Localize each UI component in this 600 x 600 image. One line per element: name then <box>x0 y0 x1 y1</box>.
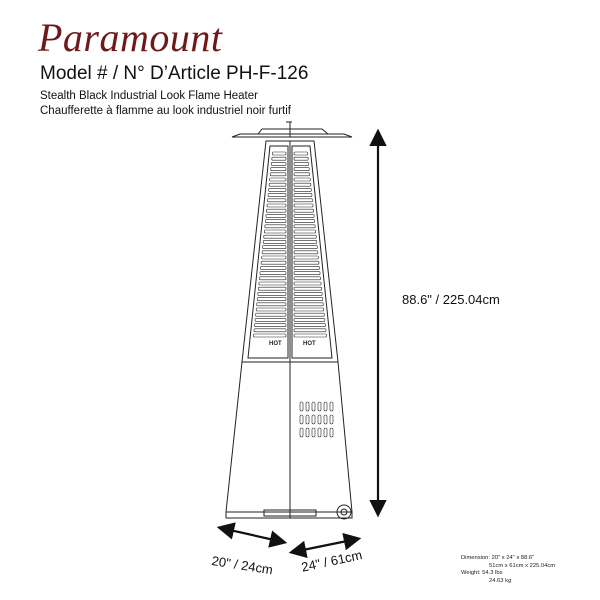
base-vent-slot <box>330 428 333 437</box>
base-vent-slot <box>300 428 303 437</box>
grille-slat-right <box>294 209 314 212</box>
grille-hot-label-right: HOT <box>303 341 316 347</box>
grille-slat-right <box>294 225 315 228</box>
heater-cap-rim <box>258 129 328 134</box>
grille-slat-left <box>272 152 286 155</box>
grille-slat-right <box>294 220 315 223</box>
grille-slat-left <box>256 313 286 316</box>
depth-dimension-arrow <box>221 528 283 542</box>
product-subtitle-fr: Chaufferette à flamme au look industriel noir furtif <box>40 105 291 117</box>
grille-slat-left <box>257 298 286 301</box>
grille-slat-left <box>263 246 286 249</box>
grille-slat-right <box>294 152 308 155</box>
grille-slat-left <box>256 308 286 311</box>
grille-slat-right <box>294 272 320 275</box>
grille-slat-right <box>294 183 311 186</box>
grille-slat-right <box>294 313 324 316</box>
base-vent-slot <box>324 428 327 437</box>
grille-slat-left <box>262 256 286 259</box>
base-vent-slot <box>312 415 315 424</box>
grille-slat-right <box>294 157 308 160</box>
base-vents <box>300 402 333 437</box>
grille-slat-left <box>268 194 286 197</box>
grille-slat-right <box>294 308 324 311</box>
grille-slat-left <box>269 183 286 186</box>
grille-slat-right <box>294 292 322 295</box>
base-vent-slot <box>318 415 321 424</box>
base-plinth <box>226 512 352 518</box>
spec-dimension-metric: 51cm x 61cm x 225.04cm <box>489 562 556 569</box>
base-vent-slot <box>330 415 333 424</box>
grille-slat-right <box>294 298 323 301</box>
grille-slat-right <box>294 324 325 327</box>
grille-slat-left <box>268 199 286 202</box>
grille-slat-left <box>260 272 286 275</box>
grille-slat-right <box>294 235 316 238</box>
heater-reflector <box>232 134 352 137</box>
grille-slat-right <box>294 246 317 249</box>
grille-slat-right <box>294 329 326 332</box>
spec-dimension: Dimension: 20" x 24" x 88.6" <box>461 555 535 561</box>
grille-slat-left <box>254 329 286 332</box>
grille-slat-right <box>294 162 309 165</box>
grille-slat-right <box>294 173 310 176</box>
grille-slat-left <box>271 168 286 171</box>
base-vent-slot <box>306 402 309 411</box>
grille-slat-right <box>294 256 318 259</box>
base-vent-slot <box>306 415 309 424</box>
grille-slat-left <box>257 303 286 306</box>
grille-slat-right <box>294 261 319 264</box>
grille-slat-left <box>267 204 286 207</box>
grille-slat-left <box>261 261 286 264</box>
grille-slat-left <box>255 318 286 321</box>
grille-slat-right <box>294 194 312 197</box>
spec-weight: Weight: 54.3 lbs <box>461 570 503 577</box>
base-vent-slot <box>324 415 327 424</box>
grille-slat-right <box>294 318 325 321</box>
grille-slat-right <box>294 168 309 171</box>
grille-slat-right <box>294 251 318 254</box>
grille-slat-left <box>262 251 286 254</box>
base-vent-slot <box>300 402 303 411</box>
grille-slat-left <box>271 162 286 165</box>
base-vent-slot <box>300 415 303 424</box>
base-vent-slot <box>312 402 315 411</box>
grille-slat-left <box>265 220 286 223</box>
base-vent-slot <box>312 428 315 437</box>
depth-dimension-label: 20" / 24cm <box>210 553 274 578</box>
height-dimension-label: 88.6" / 225.04cm <box>402 292 500 307</box>
grille-slat-right <box>294 214 314 217</box>
base-vent-slot <box>306 428 309 437</box>
grille-slat-left <box>272 157 286 160</box>
grille-slat-right <box>294 188 311 191</box>
grille-slat-left <box>266 209 286 212</box>
width-dimension-label: 24" / 61cm <box>300 547 364 575</box>
grille-slat-left <box>261 266 286 269</box>
grille-slat-right <box>294 282 321 285</box>
spec-block <box>461 555 555 585</box>
grille-slat-right <box>294 277 321 280</box>
model-title: Model # / N° D’Article PH-F-126 <box>40 63 309 84</box>
grille-slat-left <box>258 287 286 290</box>
grille-slat-left <box>259 277 286 280</box>
grille-slat-right <box>294 240 317 243</box>
grille-slat-left <box>264 230 286 233</box>
grille-slat-left <box>265 225 286 228</box>
spec-weight-metric: 24.63 kg <box>489 577 512 584</box>
grille-slat-right <box>294 204 313 207</box>
grille-slat-left <box>270 178 286 181</box>
base-vent-slot <box>330 402 333 411</box>
product-subtitle-en: Stealth Black Industrial Look Flame Heater <box>40 90 258 102</box>
grille-slat-left <box>258 292 286 295</box>
grille-slat-left <box>269 188 286 191</box>
grille-hot-label-left: HOT <box>269 341 282 347</box>
grille-slat-right <box>294 303 323 306</box>
grille-slat-right <box>294 178 310 181</box>
grille-slat-right <box>294 199 312 202</box>
base-vent-slot <box>318 402 321 411</box>
base-vent-slot <box>324 402 327 411</box>
grille-slat-right <box>294 230 316 233</box>
grille-slat-right <box>294 334 327 337</box>
heater-base <box>226 362 352 512</box>
grille-slat-left <box>266 214 286 217</box>
grille-slat-left <box>259 282 286 285</box>
grille-slat-left <box>253 334 286 337</box>
brand-logo: Paramount <box>38 15 223 60</box>
grille-slat-right <box>294 287 322 290</box>
grille-slat-left <box>270 173 286 176</box>
grille-slat-left <box>264 235 286 238</box>
grille-slat-left <box>255 324 286 327</box>
grille-slat-right <box>294 266 319 269</box>
base-vent-slot <box>318 428 321 437</box>
grille-slat-left <box>263 240 286 243</box>
